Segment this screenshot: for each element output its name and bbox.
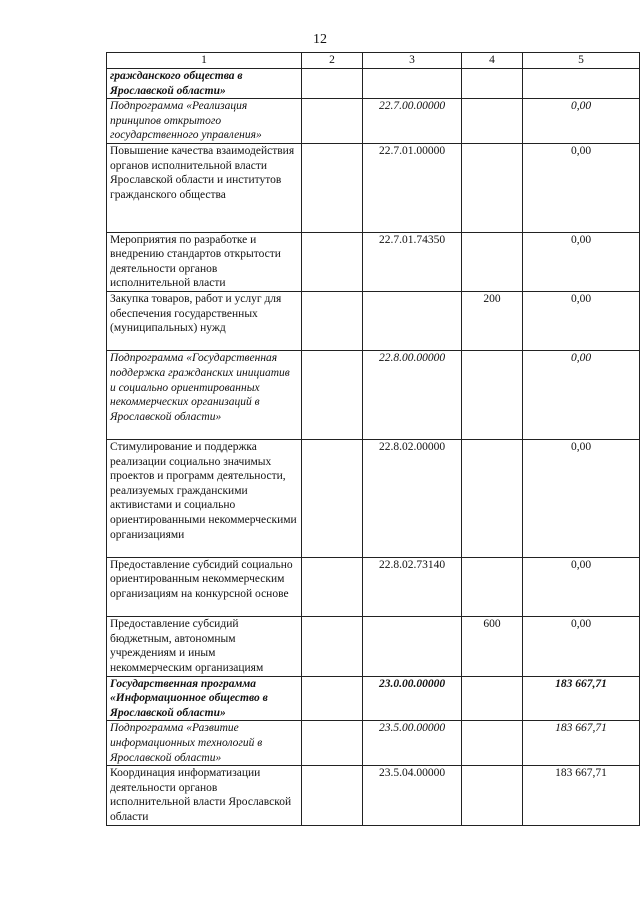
row-code-cell: 23.5.00.00000	[363, 721, 462, 766]
table-row	[107, 69, 640, 99]
row-code-cell: 22.7.01.00000	[363, 143, 462, 232]
table-row	[107, 676, 640, 721]
row-name-cell: Предоставление субсидий бюджетным, автономным учреждениям и иным некоммерческим организациям	[107, 617, 302, 676]
row-amount-cell: 0,00	[523, 99, 640, 144]
row-type-cell: 600	[462, 617, 523, 676]
row-type-cell	[462, 557, 523, 616]
row-amount-cell: 0,00	[523, 557, 640, 616]
header-col-3: 3	[363, 53, 462, 69]
row-type-cell	[462, 721, 523, 766]
row-type-cell	[462, 439, 523, 557]
row-col2-cell	[302, 617, 363, 676]
row-code-cell	[363, 617, 462, 676]
table-row	[107, 766, 640, 825]
row-amount-cell: 0,00	[523, 143, 640, 232]
row-type-cell	[462, 232, 523, 291]
row-amount-cell	[523, 69, 640, 99]
row-amount-cell: 0,00	[523, 291, 640, 350]
row-name-cell: Закупка товаров, работ и услуг для обеспечения государственных (муниципальных) нужд	[107, 291, 302, 350]
row-col2-cell	[302, 291, 363, 350]
row-code-cell: 22.7.00.00000	[363, 99, 462, 144]
table-row	[107, 557, 640, 616]
budget-table	[106, 52, 640, 826]
table-row	[107, 291, 640, 350]
row-code-cell	[363, 291, 462, 350]
row-amount-cell: 0,00	[523, 351, 640, 440]
table-row	[107, 232, 640, 291]
row-name-cell: Подпрограмма «Реализация принципов открытого государственного управления»	[107, 99, 302, 144]
row-col2-cell	[302, 69, 363, 99]
header-col-2: 2	[302, 53, 363, 69]
row-col2-cell	[302, 232, 363, 291]
row-amount-cell: 183 667,71	[523, 676, 640, 721]
row-name-cell: Мероприятия по разработке и внедрению стандартов открытости деятельности органов исполнительной власти	[107, 232, 302, 291]
row-type-cell	[462, 766, 523, 825]
row-code-cell: 22.8.02.00000	[363, 439, 462, 557]
row-code-cell: 23.5.04.00000	[363, 766, 462, 825]
row-name-cell: Повышение качества взаимодействия органов исполнительной власти Ярославской области и институтов гражданского общества	[107, 143, 302, 232]
row-type-cell	[462, 69, 523, 99]
row-code-cell	[363, 69, 462, 99]
row-col2-cell	[302, 351, 363, 440]
row-col2-cell	[302, 143, 363, 232]
header-col-5: 5	[523, 53, 640, 69]
row-col2-cell	[302, 557, 363, 616]
row-amount-cell: 0,00	[523, 617, 640, 676]
row-col2-cell	[302, 766, 363, 825]
row-code-cell: 23.0.00.00000	[363, 676, 462, 721]
row-col2-cell	[302, 439, 363, 557]
table-row	[107, 617, 640, 676]
row-type-cell	[462, 143, 523, 232]
row-code-cell: 22.8.02.73140	[363, 557, 462, 616]
row-col2-cell	[302, 99, 363, 144]
row-type-cell	[462, 351, 523, 440]
header-col-1: 1	[107, 53, 302, 69]
row-name-cell: Стимулирование и поддержка реализации социально значимых проектов и программ деятельности, реализуемых гражданскими активистами и социально ориентированными некоммерческими организациями	[107, 439, 302, 557]
budget-table-body	[107, 53, 640, 826]
row-name-cell: гражданского общества в Ярославской области»	[107, 69, 302, 99]
row-name-cell: Государственная программа «Информационное общество в Ярославской области»	[107, 676, 302, 721]
row-amount-cell: 0,00	[523, 439, 640, 557]
row-name-cell: Предоставление субсидий социально ориентированным некоммерческим организациям на конкурсной основе	[107, 557, 302, 616]
table-row	[107, 143, 640, 232]
row-type-cell: 200	[462, 291, 523, 350]
header-col-4: 4	[462, 53, 523, 69]
row-type-cell	[462, 99, 523, 144]
row-type-cell	[462, 676, 523, 721]
row-name-cell: Подпрограмма «Развитие информационных технологий в Ярославской области»	[107, 721, 302, 766]
table-row	[107, 99, 640, 144]
row-col2-cell	[302, 721, 363, 766]
page-number: 12	[313, 32, 327, 47]
table-row	[107, 721, 640, 766]
table-header-row	[107, 53, 640, 69]
table-row	[107, 439, 640, 557]
row-amount-cell: 183 667,71	[523, 766, 640, 825]
row-col2-cell	[302, 676, 363, 721]
table-row	[107, 351, 640, 440]
row-name-cell: Координация информатизации деятельности органов исполнительной власти Ярославской области	[107, 766, 302, 825]
row-amount-cell: 183 667,71	[523, 721, 640, 766]
row-name-cell: Подпрограмма «Государственная поддержка гражданских инициатив и социально ориентированных некоммерческих организаций в Ярославской области»	[107, 351, 302, 440]
row-code-cell: 22.7.01.74350	[363, 232, 462, 291]
row-code-cell: 22.8.00.00000	[363, 351, 462, 440]
row-amount-cell: 0,00	[523, 232, 640, 291]
